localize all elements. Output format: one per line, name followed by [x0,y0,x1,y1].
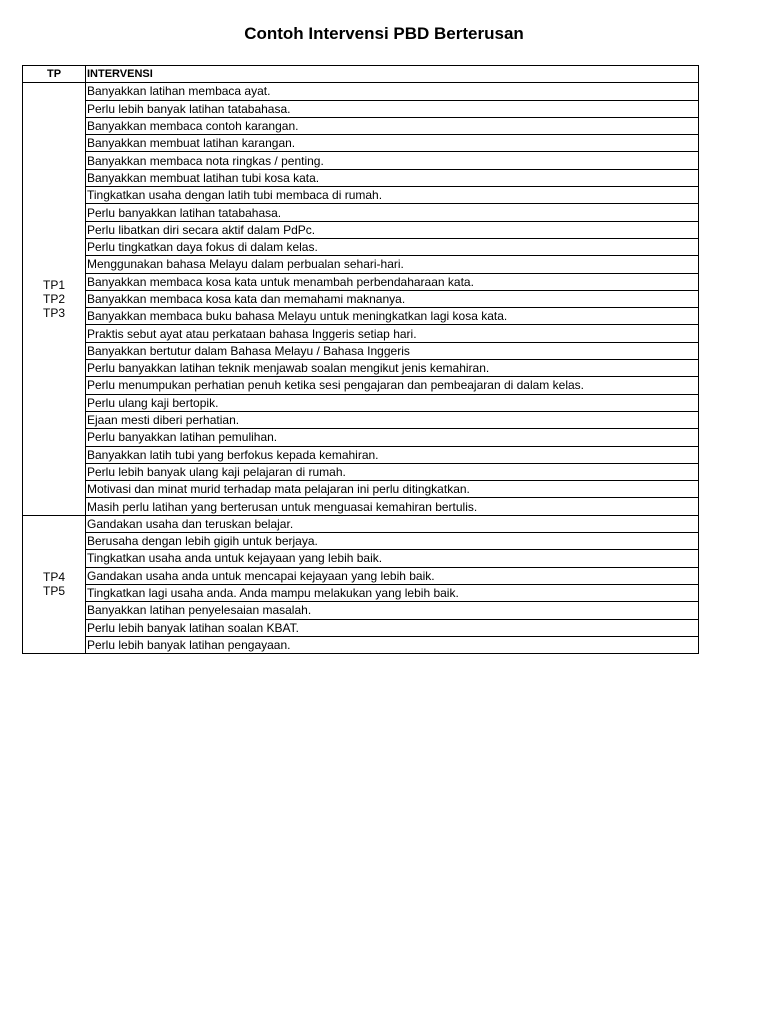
table-header-row [23,66,699,83]
table-row [23,221,699,238]
intervention-cell: Perlu menumpukan perhatian penuh ketika sesi pengajaran dan pembeajaran di dalam kelas. [86,377,699,394]
table-row [23,550,699,567]
table-row [23,325,699,342]
table-row [23,394,699,411]
table-row [23,169,699,186]
table-row [23,481,699,498]
intervention-cell: Banyakkan membaca kosa kata dan memahami maknanya. [86,290,699,307]
table-row [23,135,699,152]
table-body [23,83,699,654]
intervention-cell: Tingkatkan usaha dengan latih tubi membaca di rumah. [86,187,699,204]
table-row [23,360,699,377]
tp-level-label: TP4 [42,570,65,585]
tp-level-label: TP2 [42,292,65,306]
intervention-cell: Tingkatkan usaha anda untuk kejayaan yang lebih baik. [86,550,699,567]
table-row [23,238,699,255]
table-row [23,429,699,446]
table-row [23,152,699,169]
intervention-cell: Banyakkan membaca contoh karangan. [86,117,699,134]
tp-level-label: TP5 [42,584,65,599]
tp-level-label: TP1 [42,278,65,292]
intervention-cell: Gandakan usaha anda untuk mencapai kejayaan yang lebih baik. [86,567,699,584]
intervention-cell: Banyakkan membaca buku bahasa Melayu untuk meningkatkan lagi kosa kata. [86,308,699,325]
table-row [23,187,699,204]
table-row [23,256,699,273]
intervention-cell: Perlu banyakkan latihan pemulihan. [86,429,699,446]
intervention-cell: Perlu lebih banyak latihan pengayaan. [86,636,699,653]
intervention-cell: Perlu banyakkan latihan tatabahasa. [86,204,699,221]
intervention-cell: Tingkatkan lagi usaha anda. Anda mampu melakukan yang lebih baik. [86,584,699,601]
table-row [23,290,699,307]
intervention-column-header: INTERVENSI [86,66,699,83]
table-row [23,619,699,636]
intervention-cell: Praktis sebut ayat atau perkataan bahasa Inggeris setiap hari. [86,325,699,342]
intervention-cell: Perlu ulang kaji bertopik. [86,394,699,411]
table-row [23,567,699,584]
intervention-cell: Banyakkan latihan penyelesaian masalah. [86,602,699,619]
intervention-cell: Perlu tingkatkan daya fokus di dalam kelas. [86,238,699,255]
intervention-table [22,65,699,654]
intervention-cell: Ejaan mesti diberi perhatian. [86,411,699,428]
table-row [23,377,699,394]
intervention-cell: Banyakkan membuat latihan tubi kosa kata. [86,169,699,186]
intervention-cell: Perlu lebih banyak ulang kaji pelajaran di rumah. [86,463,699,480]
intervention-cell: Menggunakan bahasa Melayu dalam perbualan sehari-hari. [86,256,699,273]
intervention-cell: Perlu libatkan diri secara aktif dalam PdPc. [86,221,699,238]
intervention-cell: Banyakkan membaca nota ringkas / penting. [86,152,699,169]
table-row [23,342,699,359]
intervention-cell: Perlu lebih banyak latihan soalan KBAT. [86,619,699,636]
table-row [23,117,699,134]
page-title: Contoh Intervensi PBD Berterusan [244,24,524,43]
table-row [23,602,699,619]
table-row [23,308,699,325]
intervention-cell: Berusaha dengan lebih gigih untuk berjaya. [86,533,699,550]
table-row [23,273,699,290]
intervention-cell: Banyakkan membuat latihan karangan. [86,135,699,152]
intervention-cell: Banyakkan membaca kosa kata untuk menambah perbendaharaan kata. [86,273,699,290]
table-row [23,204,699,221]
intervention-cell: Banyakkan latih tubi yang berfokus kepada kemahiran. [86,446,699,463]
intervention-cell: Banyakkan bertutur dalam Bahasa Melayu / Bahasa Inggeris [86,342,699,359]
table-row [23,463,699,480]
intervention-cell: Perlu banyakkan latihan teknik menjawab soalan mengikut jenis kemahiran. [86,360,699,377]
table-row [23,100,699,117]
intervention-cell: Banyakkan latihan membaca ayat. [86,83,699,100]
tp-level-cell [23,83,86,515]
table-row [23,584,699,601]
intervention-cell: Gandakan usaha dan teruskan belajar. [86,515,699,532]
intervention-cell: Masih perlu latihan yang berterusan untuk menguasai kemahiran bertulis. [86,498,699,515]
table-row [23,636,699,653]
table-row [23,533,699,550]
tp-level-label: TP3 [42,306,65,320]
tp-level-cell [23,515,86,653]
table-row [23,83,699,100]
intervention-cell: Motivasi dan minat murid terhadap mata pelajaran ini perlu ditingkatkan. [86,481,699,498]
table-row [23,515,699,532]
table-row [23,411,699,428]
table-row [23,498,699,515]
tp-column-header: TP [23,66,86,83]
intervention-cell: Perlu lebih banyak latihan tatabahasa. [86,100,699,117]
table-row [23,446,699,463]
